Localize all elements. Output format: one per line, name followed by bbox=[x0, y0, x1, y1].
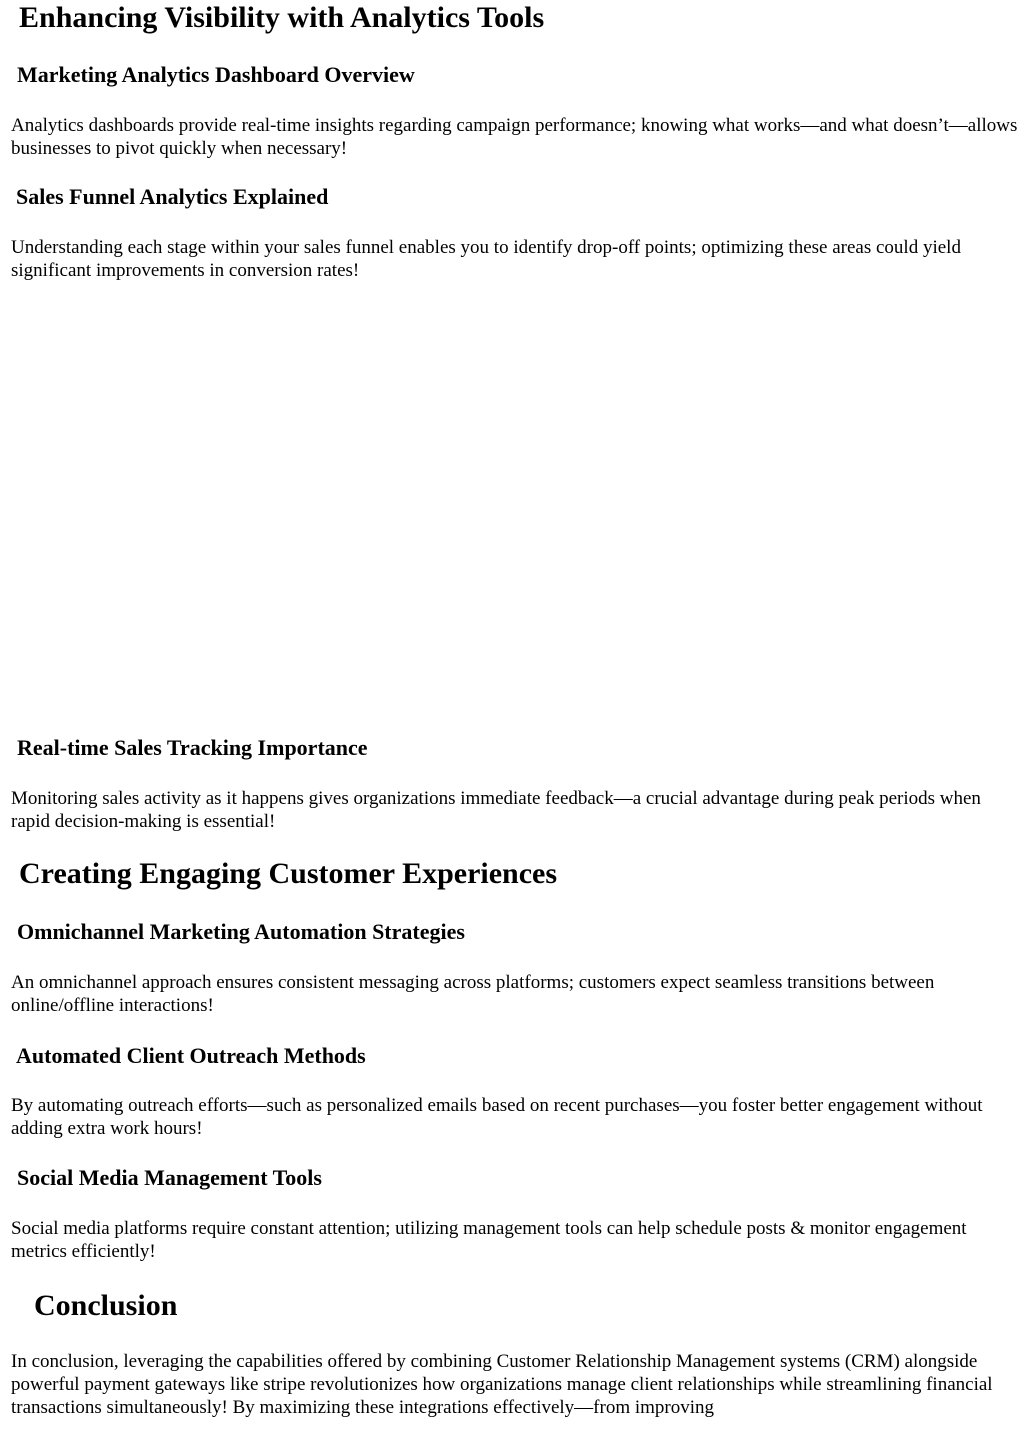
paragraph-sales-funnel: Understanding each stage within your sales funnel enables you to identify drop-off points; optimizing these areas could yield significant improvements in conversion rates! bbox=[11, 237, 961, 281]
heading-social-media: Social Media Management Tools bbox=[17, 1165, 322, 1190]
heading-sales-funnel: Sales Funnel Analytics Explained bbox=[16, 184, 329, 209]
section-title-analytics: Enhancing Visibility with Analytics Tools bbox=[19, 1, 545, 34]
paragraph-dashboard-overview: Analytics dashboards provide real-time insights regarding campaign performance; knowing what works—and what doesn’t—allows businesses to pivot quickly when necessary! bbox=[11, 115, 1018, 159]
paragraph-client-outreach: By automating outreach efforts—such as personalized emails based on recent purchases—you foster better engagement without adding extra work hours! bbox=[11, 1095, 983, 1139]
paragraph-omnichannel: An omnichannel approach ensures consistent messaging across platforms; customers expect seamless transitions between online/offline interactions! bbox=[11, 972, 935, 1016]
heading-client-outreach: Automated Client Outreach Methods bbox=[16, 1043, 366, 1068]
paragraph-conclusion: In conclusion, leveraging the capabilities offered by combining Customer Relationship Management systems (CRM) alongside powerful payment gateways like stripe revolutionizes how organizations manage client relationships while streamlining financial transactions simultaneously! By maximizing these integrations effectively—from improving bbox=[11, 1351, 993, 1418]
section-title-conclusion: Conclusion bbox=[34, 1289, 178, 1322]
blank-content-area bbox=[11, 300, 1011, 720]
heading-dashboard-overview: Marketing Analytics Dashboard Overview bbox=[17, 62, 415, 87]
section-title-experiences: Creating Engaging Customer Experiences bbox=[19, 857, 558, 890]
heading-omnichannel: Omnichannel Marketing Automation Strategies bbox=[17, 919, 465, 944]
paragraph-social-media: Social media platforms require constant attention; utilizing management tools can help schedule posts & monitor engagement metrics efficiently! bbox=[11, 1218, 967, 1262]
heading-realtime-tracking: Real-time Sales Tracking Importance bbox=[17, 735, 368, 760]
paragraph-realtime-tracking: Monitoring sales activity as it happens gives organizations immediate feedback—a crucial advantage during peak periods when rapid decision-making is essential! bbox=[11, 788, 981, 832]
